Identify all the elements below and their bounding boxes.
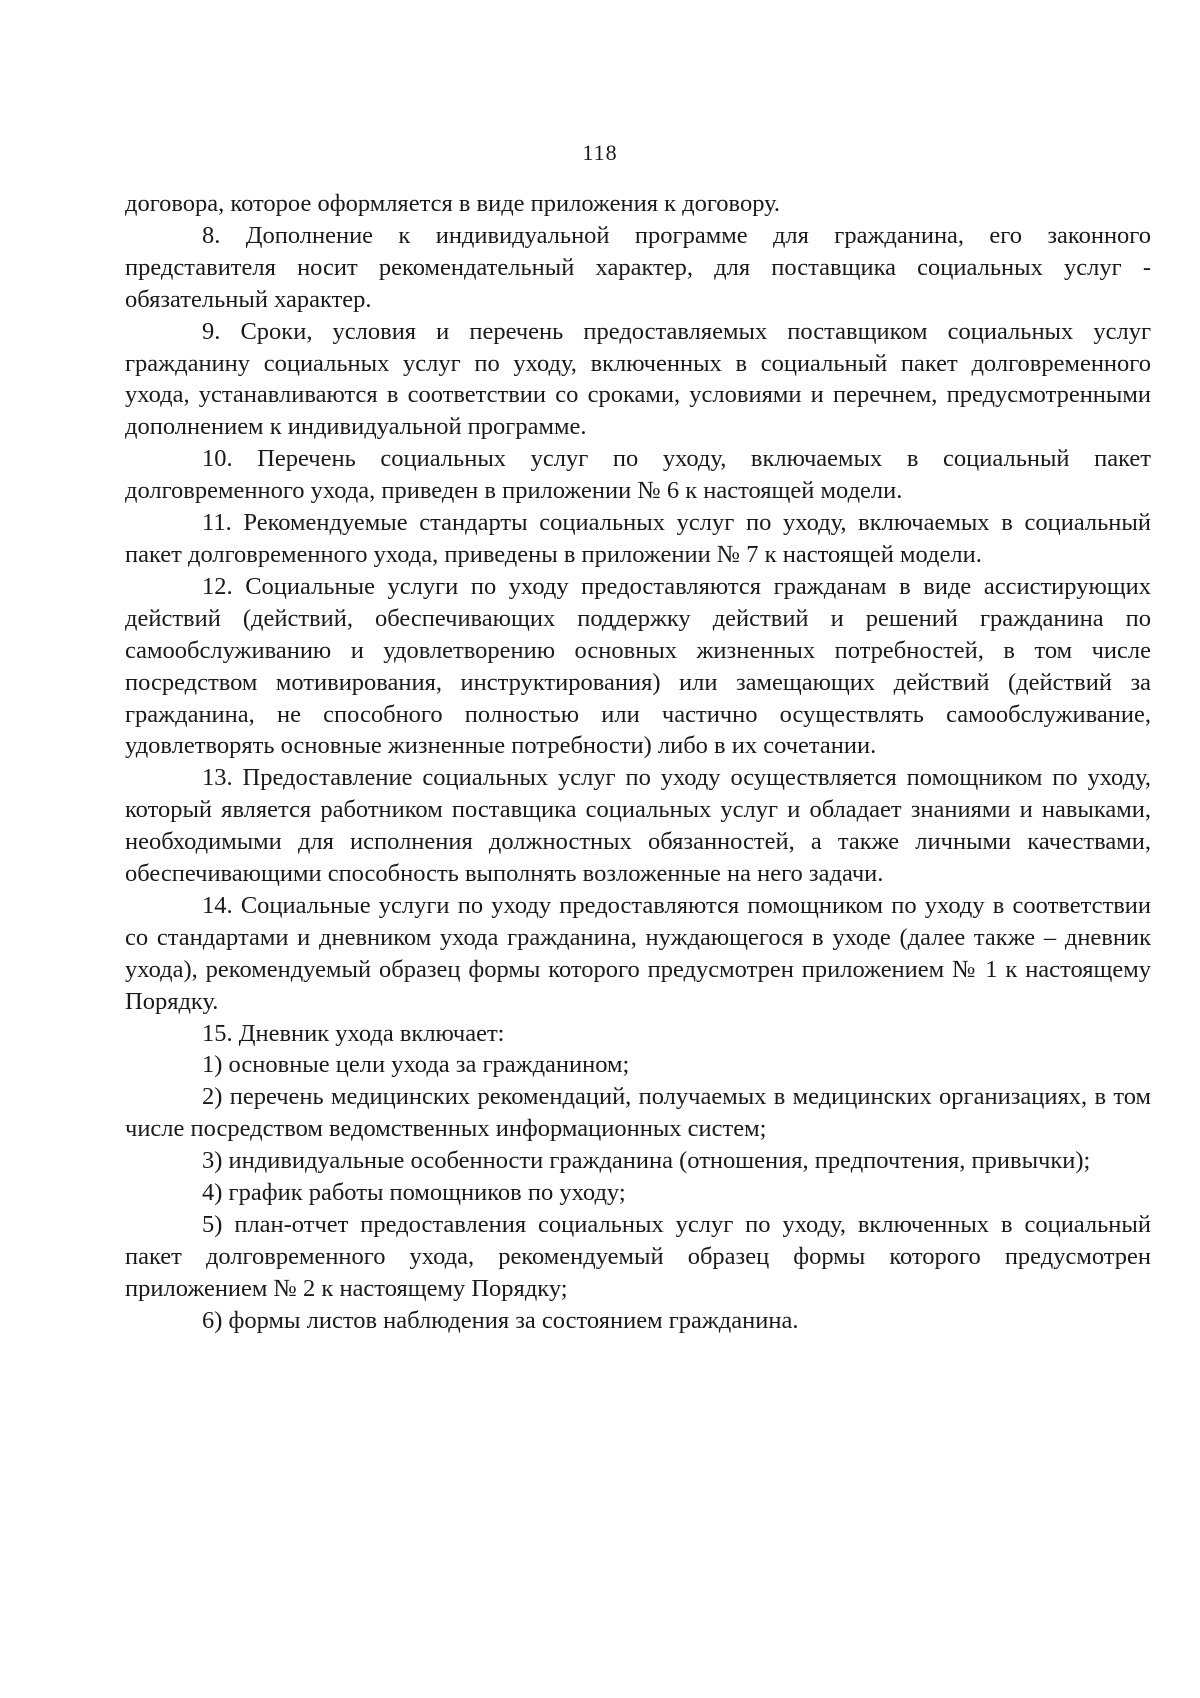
- list-item-3: 3) индивидуальные особенности гражданина (отношения, предпочтения, привычки);: [202, 1147, 1091, 1175]
- paragraph-12: 12. Социальные услуги по уходу предоставляются гражданам в виде ассистирующих действий (действий, обеспечивающих поддержку действий и решений гражданина по самообслуживанию и удовлетворению основных жизненных потребностей, в том числе посредством мотивирования, инструктирования) или замещающих действий (действий за гражданина, не способного полностью или частично осуществлять самообслуживание, удовлетворять основные жизненные потребности) либо в их сочетании.: [125, 572, 1151, 760]
- paragraph-15: 15. Дневник ухода включает:: [202, 1019, 505, 1047]
- list-item-6: 6) формы листов наблюдения за состоянием гражданина.: [202, 1306, 799, 1334]
- list-item-5: 5) план-отчет предоставления социальных услуг по уходу, включенных в социальный пакет долговременного ухода, рекомендуемый образец формы которого предусмотрен приложением № 2 к настоящему Порядку;: [125, 1211, 1151, 1302]
- list-item-2: 2) перечень медицинских рекомендаций, получаемых в медицинских организациях, в том числе посредством ведомственных информационных систем;: [125, 1083, 1151, 1143]
- paragraph-9: 9. Сроки, условия и перечень предоставляемых поставщиком социальных услуг гражданину социальных услуг по уходу, включенных в социальный пакет долговременного ухода, устанавливаются в соответствии со сроками, условиями и перечнем, предусмотренными дополнением к индивидуальной программе.: [125, 317, 1151, 441]
- paragraph-13: 13. Предоставление социальных услуг по уходу осуществляется помощником по уходу, который является работником поставщика социальных услуг и обладает знаниями и навыками, необходимыми для исполнения должностных обязанностей, а также личными качествами, обеспечивающими способность выполнять возложенные на него задачи.: [125, 764, 1151, 888]
- page-number: 118: [582, 140, 618, 165]
- paragraph-14: 14. Социальные услуги по уходу предоставляются помощником по уходу в соответствии со стандартами и дневником ухода гражданина, нуждающегося в уходе (далее также – дневник ухода), рекомендуемый образец формы которого предусмотрен приложением № 1 к настоящему Порядку.: [125, 891, 1151, 1015]
- paragraph-continuation: договора, которое оформляется в виде приложения к договору.: [125, 190, 781, 217]
- paragraph-10: 10. Перечень социальных услуг по уходу, включаемых в социальный пакет долговременного ухода, приведен в приложении № 6 к настоящей модели.: [125, 445, 1151, 505]
- list-item-4: 4) график работы помощников по уходу;: [202, 1179, 626, 1207]
- document-body: [125, 188, 1151, 1337]
- paragraph-11: 11. Рекомендуемые стандарты социальных услуг по уходу, включаемых в социальный пакет долговременного ухода, приведены в приложении № 7 к настоящей модели.: [125, 509, 1151, 568]
- paragraph-8: 8. Дополнение к индивидуальной программе для гражданина, его законного представителя носит рекомендательный характер, для поставщика социальных услуг - обязательный характер.: [125, 221, 1151, 313]
- list-item-1: 1) основные цели ухода за гражданином;: [202, 1051, 630, 1079]
